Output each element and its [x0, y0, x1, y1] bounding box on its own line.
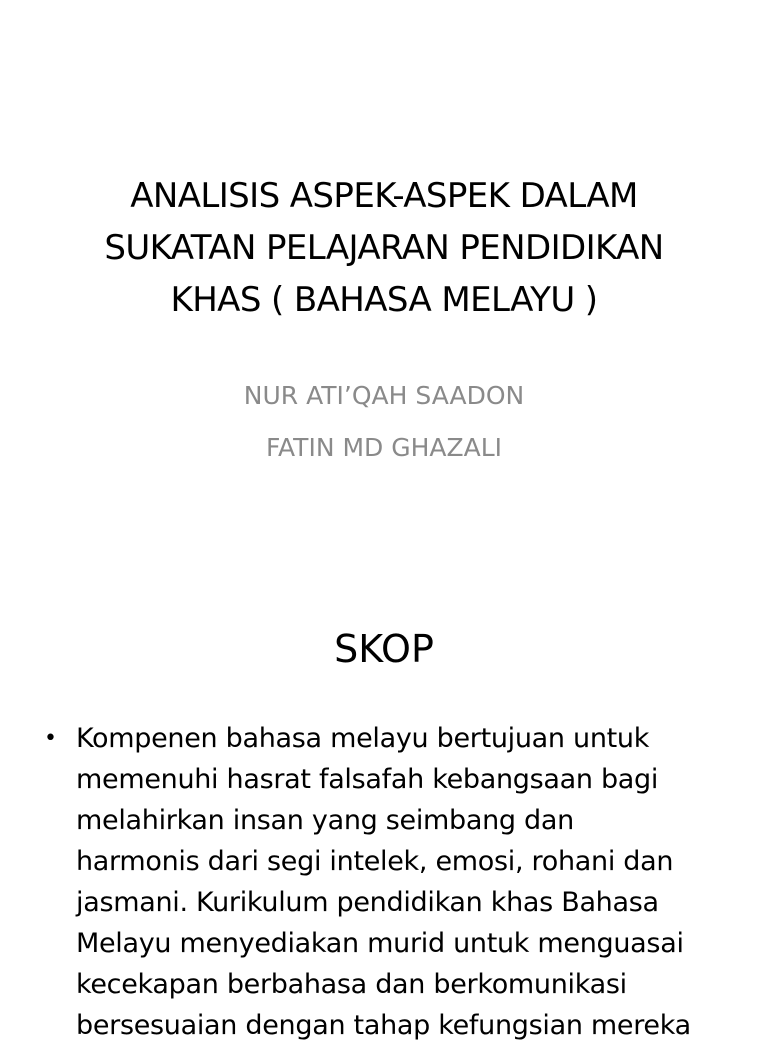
- bullet-list: [40, 718, 740, 1046]
- author-name: FATIN MD GHAZALI: [265, 433, 503, 462]
- bullet-text-line: kecekapan berbahasa dan berkomunikasi: [76, 969, 627, 1000]
- slide-title: [58, 170, 710, 326]
- bullet-text-line: bersesuaian dengan tahap kefungsian mereka: [76, 1010, 691, 1041]
- bullet-text-line: Kompenen bahasa melayu bertujuan untuk: [76, 723, 650, 754]
- bullet-text-line: Melayu menyediakan murid untuk menguasai: [76, 928, 684, 959]
- slide-title-line: SUKATAN PELAJARAN PENDIDIKAN: [104, 228, 664, 268]
- slide-title-line: KHAS ( BAHASA MELAYU ): [170, 280, 598, 320]
- author-name: NUR ATI’QAH SAADON: [243, 381, 525, 410]
- bullet-item: [40, 718, 740, 1046]
- author-names: [58, 370, 710, 474]
- bullet-text-line: melahirkan insan yang seimbang dan: [76, 805, 574, 836]
- bullet-text-line: jasmani. Kurikulum pendidikan khas Bahasa: [76, 887, 659, 918]
- scope-slide-title: SKOP: [334, 627, 434, 671]
- bullet-marker: •: [44, 726, 57, 751]
- bullet-text-line: memenuhi hasrat falsafah kebangsaan bagi: [76, 764, 659, 795]
- slide-title-line: ANALISIS ASPEK-ASPEK DALAM: [130, 176, 638, 216]
- scope-slide: [0, 576, 768, 1041]
- bullet-text-line: harmonis dari segi intelek, emosi, rohani dan: [76, 846, 674, 877]
